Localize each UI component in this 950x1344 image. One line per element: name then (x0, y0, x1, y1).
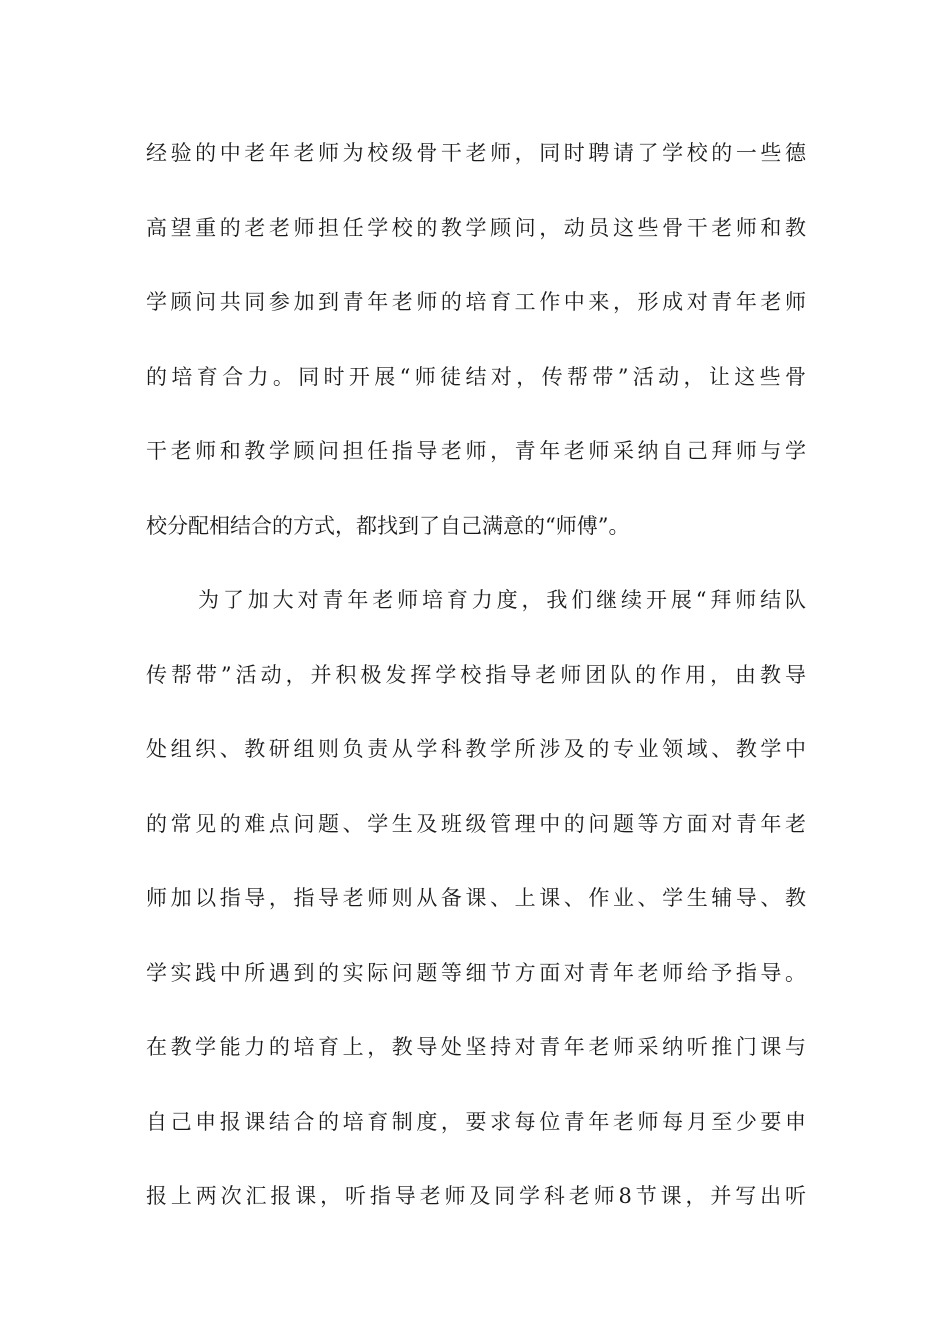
text-line: 学实践中所遇到的实际问题等细节方面对青年老师给予指导。 (146, 960, 806, 985)
text-line: 自己申报课结合的培育制度，要求每位青年老师每月至少要申 (146, 1109, 806, 1134)
paragraph-start-line: 为了加大对青年老师培育力度，我们继续开展“拜师结队 (198, 588, 806, 612)
text-line: 的常见的难点问题、学生及班级管理中的问题等方面对青年老 (146, 811, 806, 836)
text-line: 高望重的老老师担任学校的教学顾问，动员这些骨干老师和教 (146, 215, 806, 240)
text-line: 师加以指导，指导老师则从备课、上课、作业、学生辅导、教 (146, 886, 806, 910)
text-line: 传帮带”活动，并积极发挥学校指导老师团队的作用，由教导 (146, 662, 806, 687)
body-text (146, 129, 806, 1247)
text-line: 校分配相结合的方式，都找到了自己满意的“师傅”。 (146, 513, 630, 538)
text-line: 在教学能力的培育上，教导处坚持对青年老师采纳听推门课与 (146, 1035, 806, 1059)
text-line: 学顾问共同参加到青年老师的培育工作中来，形成对青年老师 (146, 290, 806, 314)
text-line: 处组织、教研组则负责从学科教学所涉及的专业领域、教学中 (146, 737, 806, 761)
text-line: 经验的中老年老师为校级骨干老师，同时聘请了学校的一些德 (146, 141, 806, 165)
text-line: 的培育合力。同时开展“师徒结对，传帮带”活动，让这些骨 (146, 364, 806, 389)
text-line: 报上两次汇报课，听指导老师及同学科老师8节课，并写出听 (146, 1184, 806, 1208)
text-line: 干老师和教学顾问担任指导老师，青年老师采纳自己拜师与学 (146, 439, 806, 463)
